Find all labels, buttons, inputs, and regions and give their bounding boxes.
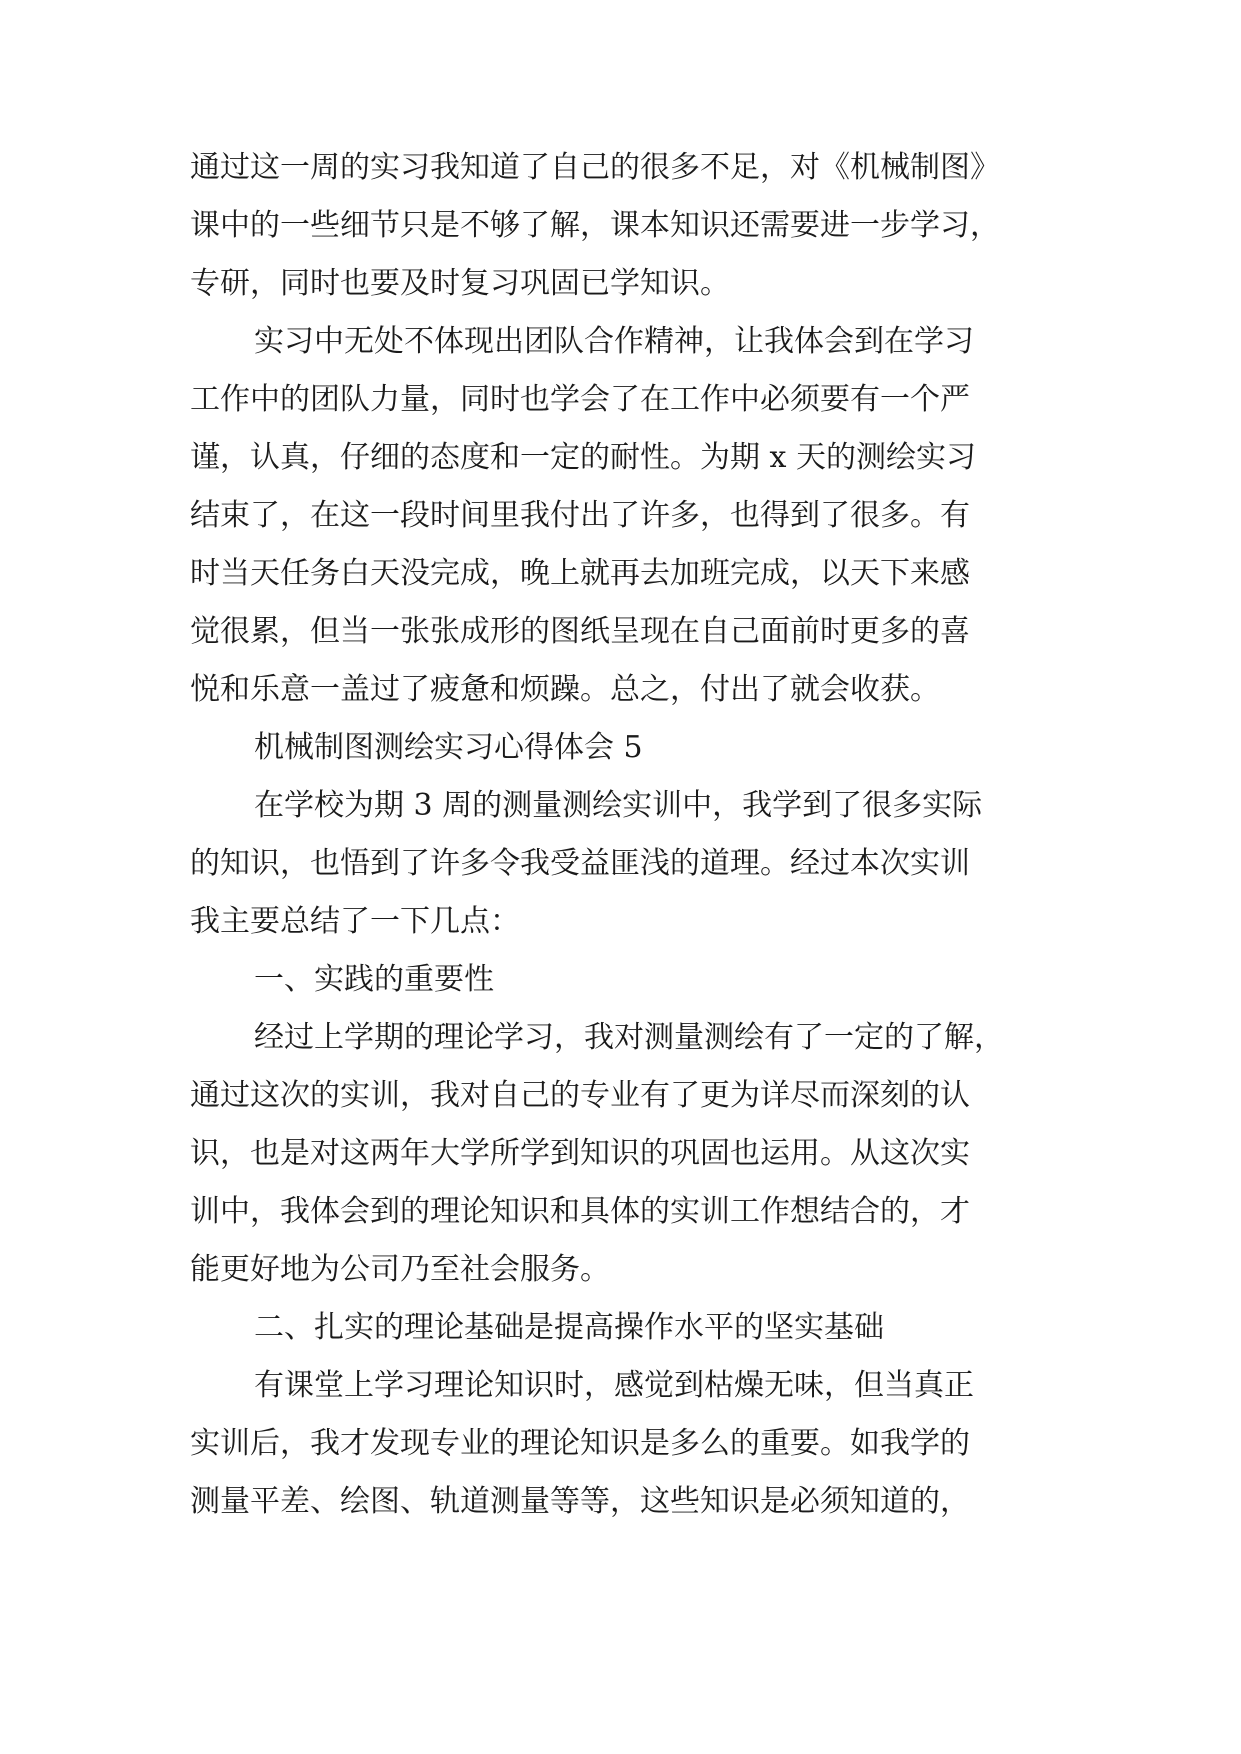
subheading: 二、扎实的理论基础是提高操作水平的坚实基础 [254,1310,884,1345]
paragraph-start-line: 经过上学期的理论学习，我对测量测绘有了一定的了解， [254,1020,1004,1055]
text-line: 悦和乐意一盖过了疲惫和烦躁。总之，付出了就会收获。 [190,672,940,707]
text-line: 工作中的团队力量，同时也学会了在工作中必须要有一个严 [190,382,970,417]
text-line: 的知识，也悟到了许多令我受益匪浅的道理。经过本次实训 [190,846,970,881]
text-line: 专研，同时也要及时复习巩固已学知识。 [190,266,730,301]
text-line: 能更好地为公司乃至社会服务。 [190,1252,610,1287]
paragraph-start-line: 实习中无处不体现出团队合作精神，让我体会到在学习 [254,324,974,359]
text-line: 训中，我体会到的理论知识和具体的实训工作想结合的，才 [190,1194,970,1229]
text-line: 谨，认真，仔细的态度和一定的耐性。为期 x 天的测绘实习 [190,440,976,475]
text-line: 我主要总结了一下几点： [190,904,520,939]
paragraph-start-line: 有课堂上学习理论知识时，感觉到枯燥无味，但当真正 [254,1368,974,1403]
text-line: 课中的一些细节只是不够了解，课本知识还需要进一步学习， [190,208,1000,243]
text-line: 识，也是对这两年大学所学到知识的巩固也运用。从这次实 [190,1136,970,1171]
paragraph-start-line: 在学校为期 3 周的测量测绘实训中，我学到了很多实际 [254,788,983,823]
text-line: 实训后，我才发现专业的理论知识是多么的重要。如我学的 [190,1426,970,1461]
text-line: 时当天任务白天没完成，晚上就再去加班完成，以天下来感 [190,556,970,591]
subheading: 一、实践的重要性 [254,962,494,997]
section-heading: 机械制图测绘实习心得体会 5 [254,730,643,765]
text-line: 结束了，在这一段时间里我付出了许多，也得到了很多。有 [190,498,970,533]
text-line: 测量平差、绘图、轨道测量等等，这些知识是必须知道的， [190,1484,970,1519]
text-line: 通过这次的实训，我对自己的专业有了更为详尽而深刻的认 [190,1078,970,1113]
text-line: 通过这一周的实习我知道了自己的很多不足，对《机械制图》 [190,150,1000,185]
text-line: 觉很累，但当一张张成形的图纸呈现在自己面前时更多的喜 [190,614,970,649]
